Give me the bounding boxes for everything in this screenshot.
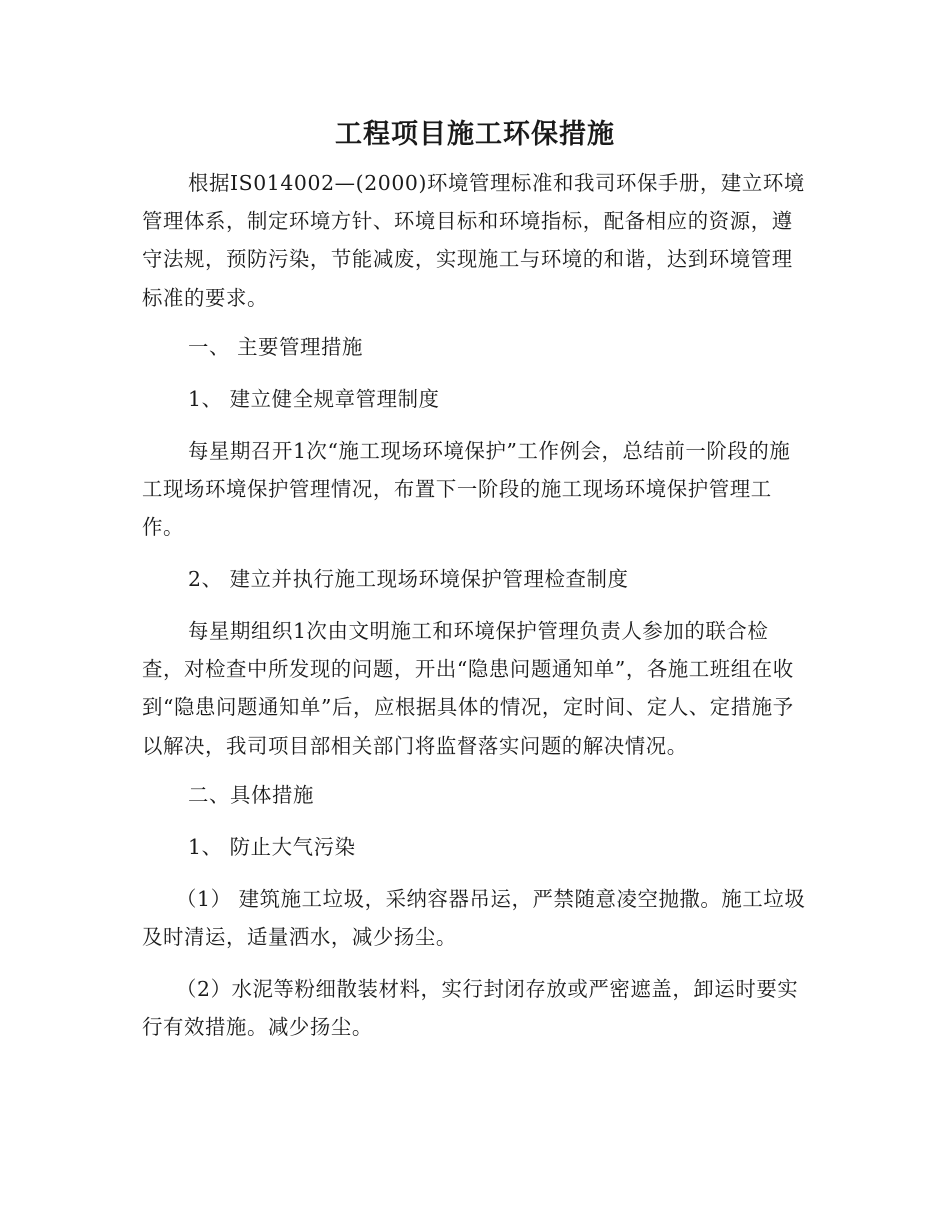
intro-paragraph: 根据IS014002—(2000)环境管理标准和我司环保手册，建立环境管理体系，制定环境方针、环境目标和环境指标，配备相应的资源，遵守法规，预防污染，节能减废，实现施工与环境的和谐，达到环境管理标准的要求。 <box>142 171 805 310</box>
item-heading-rules-system: 1、 建立健全规章管理制度 <box>188 387 440 411</box>
section-heading-specific-measures: 二、具体措施 <box>188 783 314 807</box>
item-heading-inspection-system: 2、 建立并执行施工现场环境保护管理检查制度 <box>188 567 629 591</box>
item-heading-air-pollution: 1、 防止大气污染 <box>188 835 356 859</box>
paragraph-joint-inspection: 每星期组织1次由文明施工和环境保护管理负责人参加的联合检查，对检查中所发现的问题，开出“隐患问题通知单”，各施工班组在收到“隐患问题通知单”后，应根据具体的情况，定时间、定人、定措施予以解决，我司项目部相关部门将监督落实问题的解决情况。 <box>142 619 794 758</box>
paragraph-point-2: （2）水泥等粉细散装材料，实行封闭存放或严密遮盖，卸运时要实行有效措施。减少扬尘。 <box>142 977 799 1040</box>
paragraph-point-1: （1） 建筑施工垃圾，采纳容器吊运，严禁随意凌空抛撒。施工垃圾及时清运，适量洒水，减少扬尘。 <box>142 887 806 950</box>
document-title: 工程项目施工环保措施 <box>335 119 615 150</box>
section-heading-main-measures: 一、 主要管理措施 <box>188 335 364 359</box>
paragraph-weekly-meeting: 每星期召开1次“施工现场环境保护”工作例会，总结前一阶段的施工现场环境保护管理情况，布置下一阶段的施工现场环境保护管理工作。 <box>142 439 791 540</box>
